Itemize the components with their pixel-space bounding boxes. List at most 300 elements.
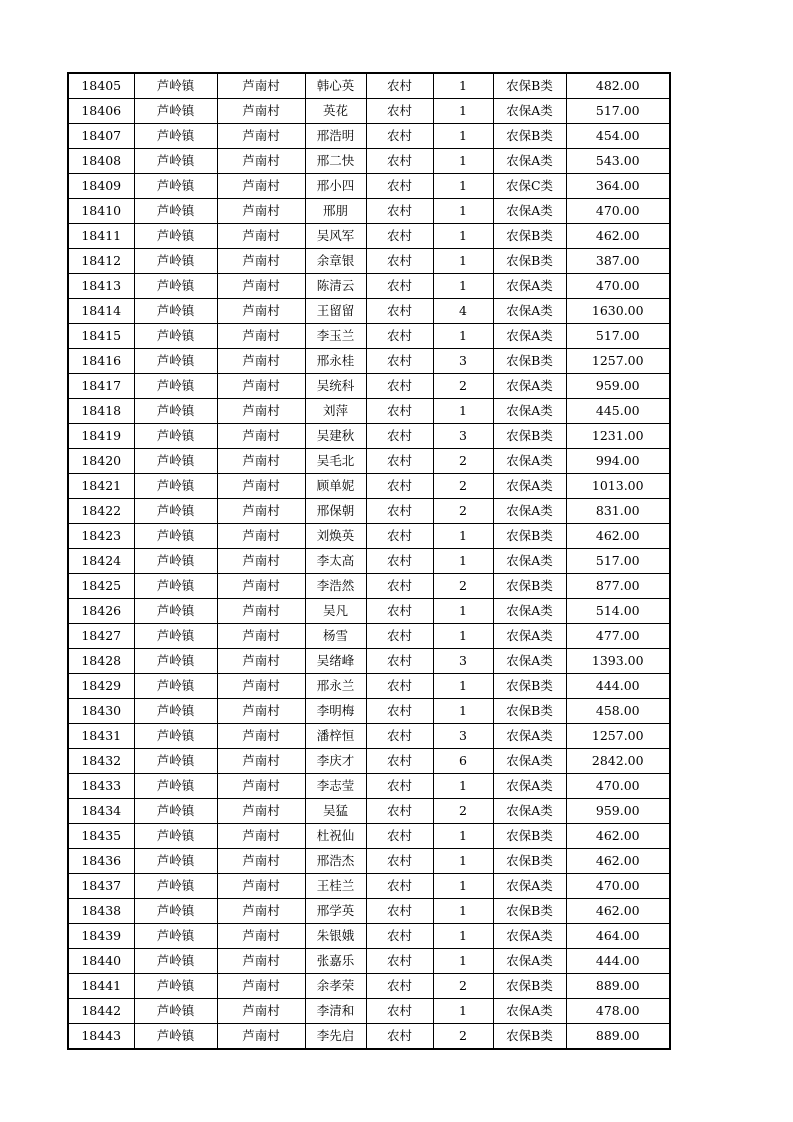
household-size-cell: 1 xyxy=(433,174,493,199)
area-type-cell: 农村 xyxy=(366,599,433,624)
name-cell: 李庆才 xyxy=(305,749,366,774)
name-cell: 吴绪峰 xyxy=(305,649,366,674)
village-cell: 芦南村 xyxy=(217,699,305,724)
area-type-cell: 农村 xyxy=(366,474,433,499)
area-type-cell: 农村 xyxy=(366,73,433,99)
row-id-cell: 18408 xyxy=(68,149,134,174)
table-row xyxy=(68,324,670,349)
insurance-class-cell: 农保B类 xyxy=(493,849,566,874)
table-row xyxy=(68,249,670,274)
insurance-class-cell: 农保B类 xyxy=(493,674,566,699)
name-cell: 朱银娥 xyxy=(305,924,366,949)
insurance-class-cell: 农保A类 xyxy=(493,374,566,399)
row-id-cell: 18437 xyxy=(68,874,134,899)
row-id-cell: 18421 xyxy=(68,474,134,499)
town-cell: 芦岭镇 xyxy=(134,549,217,574)
insurance-class-cell: 农保B类 xyxy=(493,974,566,999)
insurance-class-cell: 农保A类 xyxy=(493,649,566,674)
table-row xyxy=(68,924,670,949)
amount-cell: 462.00 xyxy=(566,224,670,249)
row-id-cell: 18433 xyxy=(68,774,134,799)
amount-cell: 889.00 xyxy=(566,1024,670,1050)
insurance-class-cell: 农保A类 xyxy=(493,199,566,224)
area-type-cell: 农村 xyxy=(366,774,433,799)
table-row xyxy=(68,174,670,199)
name-cell: 余章银 xyxy=(305,249,366,274)
table-row xyxy=(68,73,670,99)
amount-cell: 1257.00 xyxy=(566,349,670,374)
village-cell: 芦南村 xyxy=(217,149,305,174)
amount-cell: 517.00 xyxy=(566,549,670,574)
household-size-cell: 1 xyxy=(433,399,493,424)
amount-cell: 470.00 xyxy=(566,774,670,799)
insurance-class-cell: 农保B类 xyxy=(493,249,566,274)
name-cell: 邢永兰 xyxy=(305,674,366,699)
town-cell: 芦岭镇 xyxy=(134,699,217,724)
town-cell: 芦岭镇 xyxy=(134,624,217,649)
household-size-cell: 3 xyxy=(433,424,493,449)
village-cell: 芦南村 xyxy=(217,574,305,599)
row-id-cell: 18440 xyxy=(68,949,134,974)
village-cell: 芦南村 xyxy=(217,474,305,499)
village-cell: 芦南村 xyxy=(217,124,305,149)
row-id-cell: 18439 xyxy=(68,924,134,949)
town-cell: 芦岭镇 xyxy=(134,524,217,549)
household-size-cell: 3 xyxy=(433,349,493,374)
insurance-class-cell: 农保B类 xyxy=(493,73,566,99)
insurance-class-cell: 农保A类 xyxy=(493,399,566,424)
household-size-cell: 1 xyxy=(433,124,493,149)
row-id-cell: 18438 xyxy=(68,899,134,924)
household-size-cell: 1 xyxy=(433,99,493,124)
name-cell: 邢学英 xyxy=(305,899,366,924)
village-cell: 芦南村 xyxy=(217,73,305,99)
town-cell: 芦岭镇 xyxy=(134,149,217,174)
row-id-cell: 18418 xyxy=(68,399,134,424)
town-cell: 芦岭镇 xyxy=(134,349,217,374)
amount-cell: 1630.00 xyxy=(566,299,670,324)
town-cell: 芦岭镇 xyxy=(134,474,217,499)
area-type-cell: 农村 xyxy=(366,224,433,249)
table-row xyxy=(68,199,670,224)
insurance-class-cell: 农保B类 xyxy=(493,349,566,374)
table-row xyxy=(68,99,670,124)
amount-cell: 517.00 xyxy=(566,99,670,124)
town-cell: 芦岭镇 xyxy=(134,899,217,924)
village-cell: 芦南村 xyxy=(217,99,305,124)
town-cell: 芦岭镇 xyxy=(134,374,217,399)
village-cell: 芦南村 xyxy=(217,899,305,924)
table-row xyxy=(68,799,670,824)
row-id-cell: 18443 xyxy=(68,1024,134,1050)
village-cell: 芦南村 xyxy=(217,174,305,199)
village-cell: 芦南村 xyxy=(217,999,305,1024)
town-cell: 芦岭镇 xyxy=(134,999,217,1024)
name-cell: 陈清云 xyxy=(305,274,366,299)
table-row xyxy=(68,124,670,149)
insurance-class-cell: 农保A类 xyxy=(493,799,566,824)
row-id-cell: 18423 xyxy=(68,524,134,549)
town-cell: 芦岭镇 xyxy=(134,874,217,899)
amount-cell: 889.00 xyxy=(566,974,670,999)
name-cell: 邢二快 xyxy=(305,149,366,174)
household-size-cell: 1 xyxy=(433,549,493,574)
village-cell: 芦南村 xyxy=(217,749,305,774)
area-type-cell: 农村 xyxy=(366,549,433,574)
area-type-cell: 农村 xyxy=(366,299,433,324)
table-row xyxy=(68,474,670,499)
name-cell: 王留留 xyxy=(305,299,366,324)
name-cell: 邢小四 xyxy=(305,174,366,199)
household-size-cell: 1 xyxy=(433,249,493,274)
town-cell: 芦岭镇 xyxy=(134,649,217,674)
amount-cell: 1231.00 xyxy=(566,424,670,449)
amount-cell: 444.00 xyxy=(566,674,670,699)
name-cell: 王桂兰 xyxy=(305,874,366,899)
town-cell: 芦岭镇 xyxy=(134,99,217,124)
household-size-cell: 1 xyxy=(433,824,493,849)
village-cell: 芦南村 xyxy=(217,374,305,399)
amount-cell: 470.00 xyxy=(566,274,670,299)
amount-cell: 831.00 xyxy=(566,499,670,524)
name-cell: 吴风军 xyxy=(305,224,366,249)
town-cell: 芦岭镇 xyxy=(134,849,217,874)
row-id-cell: 18430 xyxy=(68,699,134,724)
name-cell: 吴统科 xyxy=(305,374,366,399)
household-size-cell: 1 xyxy=(433,73,493,99)
row-id-cell: 18414 xyxy=(68,299,134,324)
town-cell: 芦岭镇 xyxy=(134,199,217,224)
row-id-cell: 18432 xyxy=(68,749,134,774)
amount-cell: 514.00 xyxy=(566,599,670,624)
insurance-class-cell: 农保B类 xyxy=(493,224,566,249)
village-cell: 芦南村 xyxy=(217,524,305,549)
insurance-class-cell: 农保A类 xyxy=(493,474,566,499)
name-cell: 张嘉乐 xyxy=(305,949,366,974)
name-cell: 杜祝仙 xyxy=(305,824,366,849)
town-cell: 芦岭镇 xyxy=(134,749,217,774)
amount-cell: 477.00 xyxy=(566,624,670,649)
amount-cell: 470.00 xyxy=(566,874,670,899)
town-cell: 芦岭镇 xyxy=(134,324,217,349)
amount-cell: 1393.00 xyxy=(566,649,670,674)
area-type-cell: 农村 xyxy=(366,249,433,274)
amount-cell: 454.00 xyxy=(566,124,670,149)
household-size-cell: 1 xyxy=(433,674,493,699)
table-row xyxy=(68,624,670,649)
household-size-cell: 1 xyxy=(433,149,493,174)
table-row xyxy=(68,974,670,999)
amount-cell: 387.00 xyxy=(566,249,670,274)
name-cell: 刘焕英 xyxy=(305,524,366,549)
insurance-class-cell: 农保B类 xyxy=(493,824,566,849)
table-row xyxy=(68,1024,670,1050)
village-cell: 芦南村 xyxy=(217,774,305,799)
area-type-cell: 农村 xyxy=(366,649,433,674)
amount-cell: 364.00 xyxy=(566,174,670,199)
village-cell: 芦南村 xyxy=(217,649,305,674)
town-cell: 芦岭镇 xyxy=(134,299,217,324)
insurance-class-cell: 农保A类 xyxy=(493,774,566,799)
row-id-cell: 18416 xyxy=(68,349,134,374)
amount-cell: 959.00 xyxy=(566,374,670,399)
area-type-cell: 农村 xyxy=(366,749,433,774)
row-id-cell: 18441 xyxy=(68,974,134,999)
row-id-cell: 18429 xyxy=(68,674,134,699)
row-id-cell: 18427 xyxy=(68,624,134,649)
table-row xyxy=(68,874,670,899)
area-type-cell: 农村 xyxy=(366,99,433,124)
amount-cell: 517.00 xyxy=(566,324,670,349)
area-type-cell: 农村 xyxy=(366,274,433,299)
town-cell: 芦岭镇 xyxy=(134,824,217,849)
area-type-cell: 农村 xyxy=(366,699,433,724)
household-size-cell: 1 xyxy=(433,624,493,649)
household-size-cell: 1 xyxy=(433,999,493,1024)
village-cell: 芦南村 xyxy=(217,249,305,274)
name-cell: 杨雪 xyxy=(305,624,366,649)
town-cell: 芦岭镇 xyxy=(134,499,217,524)
village-cell: 芦南村 xyxy=(217,499,305,524)
table-row xyxy=(68,849,670,874)
row-id-cell: 18411 xyxy=(68,224,134,249)
village-cell: 芦南村 xyxy=(217,274,305,299)
area-type-cell: 农村 xyxy=(366,399,433,424)
amount-cell: 543.00 xyxy=(566,149,670,174)
household-size-cell: 2 xyxy=(433,974,493,999)
amount-cell: 445.00 xyxy=(566,399,670,424)
name-cell: 刘萍 xyxy=(305,399,366,424)
household-size-cell: 2 xyxy=(433,1024,493,1050)
area-type-cell: 农村 xyxy=(366,349,433,374)
insurance-class-cell: 农保A类 xyxy=(493,274,566,299)
insurance-class-cell: 农保A类 xyxy=(493,999,566,1024)
name-cell: 李清和 xyxy=(305,999,366,1024)
table-row xyxy=(68,499,670,524)
table-row xyxy=(68,399,670,424)
village-cell: 芦南村 xyxy=(217,949,305,974)
village-cell: 芦南村 xyxy=(217,224,305,249)
area-type-cell: 农村 xyxy=(366,999,433,1024)
area-type-cell: 农村 xyxy=(366,949,433,974)
name-cell: 李玉兰 xyxy=(305,324,366,349)
table-row xyxy=(68,824,670,849)
town-cell: 芦岭镇 xyxy=(134,674,217,699)
insurance-class-cell: 农保A类 xyxy=(493,149,566,174)
village-cell: 芦南村 xyxy=(217,824,305,849)
town-cell: 芦岭镇 xyxy=(134,1024,217,1050)
table-row xyxy=(68,649,670,674)
insurance-class-cell: 农保C类 xyxy=(493,174,566,199)
insurance-class-cell: 农保B类 xyxy=(493,899,566,924)
village-cell: 芦南村 xyxy=(217,349,305,374)
household-size-cell: 1 xyxy=(433,599,493,624)
household-size-cell: 4 xyxy=(433,299,493,324)
table-row xyxy=(68,999,670,1024)
insurance-class-cell: 农保A类 xyxy=(493,599,566,624)
amount-cell: 458.00 xyxy=(566,699,670,724)
household-size-cell: 1 xyxy=(433,899,493,924)
amount-cell: 2842.00 xyxy=(566,749,670,774)
row-id-cell: 18410 xyxy=(68,199,134,224)
table-row xyxy=(68,274,670,299)
table-row xyxy=(68,374,670,399)
amount-cell: 462.00 xyxy=(566,524,670,549)
insurance-class-cell: 农保A类 xyxy=(493,749,566,774)
row-id-cell: 18426 xyxy=(68,599,134,624)
amount-cell: 464.00 xyxy=(566,924,670,949)
table-row xyxy=(68,724,670,749)
name-cell: 韩心英 xyxy=(305,73,366,99)
name-cell: 李明梅 xyxy=(305,699,366,724)
insurance-class-cell: 农保A类 xyxy=(493,874,566,899)
table-row xyxy=(68,674,670,699)
row-id-cell: 18420 xyxy=(68,449,134,474)
area-type-cell: 农村 xyxy=(366,499,433,524)
village-cell: 芦南村 xyxy=(217,1024,305,1050)
row-id-cell: 18435 xyxy=(68,824,134,849)
row-id-cell: 18417 xyxy=(68,374,134,399)
row-id-cell: 18413 xyxy=(68,274,134,299)
household-size-cell: 6 xyxy=(433,749,493,774)
insurance-class-cell: 农保A类 xyxy=(493,324,566,349)
household-size-cell: 1 xyxy=(433,774,493,799)
town-cell: 芦岭镇 xyxy=(134,124,217,149)
table-row xyxy=(68,599,670,624)
village-cell: 芦南村 xyxy=(217,874,305,899)
amount-cell: 444.00 xyxy=(566,949,670,974)
name-cell: 李先启 xyxy=(305,1024,366,1050)
amount-cell: 462.00 xyxy=(566,899,670,924)
area-type-cell: 农村 xyxy=(366,374,433,399)
row-id-cell: 18424 xyxy=(68,549,134,574)
household-size-cell: 2 xyxy=(433,374,493,399)
town-cell: 芦岭镇 xyxy=(134,274,217,299)
table-row xyxy=(68,574,670,599)
table-row xyxy=(68,424,670,449)
row-id-cell: 18434 xyxy=(68,799,134,824)
name-cell: 潘梓恒 xyxy=(305,724,366,749)
area-type-cell: 农村 xyxy=(366,724,433,749)
village-cell: 芦南村 xyxy=(217,924,305,949)
name-cell: 余孝荣 xyxy=(305,974,366,999)
row-id-cell: 18419 xyxy=(68,424,134,449)
row-id-cell: 18407 xyxy=(68,124,134,149)
row-id-cell: 18415 xyxy=(68,324,134,349)
village-cell: 芦南村 xyxy=(217,674,305,699)
area-type-cell: 农村 xyxy=(366,899,433,924)
table-row xyxy=(68,949,670,974)
village-cell: 芦南村 xyxy=(217,549,305,574)
town-cell: 芦岭镇 xyxy=(134,574,217,599)
name-cell: 邢朋 xyxy=(305,199,366,224)
town-cell: 芦岭镇 xyxy=(134,599,217,624)
household-size-cell: 2 xyxy=(433,574,493,599)
table-row xyxy=(68,899,670,924)
table-row xyxy=(68,549,670,574)
household-size-cell: 2 xyxy=(433,799,493,824)
area-type-cell: 农村 xyxy=(366,974,433,999)
village-cell: 芦南村 xyxy=(217,424,305,449)
village-cell: 芦南村 xyxy=(217,724,305,749)
name-cell: 顾单妮 xyxy=(305,474,366,499)
table-row xyxy=(68,449,670,474)
household-size-cell: 2 xyxy=(433,474,493,499)
row-id-cell: 18406 xyxy=(68,99,134,124)
row-id-cell: 18436 xyxy=(68,849,134,874)
household-size-cell: 3 xyxy=(433,724,493,749)
row-id-cell: 18409 xyxy=(68,174,134,199)
insurance-class-cell: 农保A类 xyxy=(493,449,566,474)
household-size-cell: 2 xyxy=(433,449,493,474)
household-size-cell: 2 xyxy=(433,499,493,524)
name-cell: 邢保朝 xyxy=(305,499,366,524)
table-body xyxy=(68,73,670,1049)
village-cell: 芦南村 xyxy=(217,399,305,424)
row-id-cell: 18422 xyxy=(68,499,134,524)
insurance-class-cell: 农保A类 xyxy=(493,99,566,124)
village-cell: 芦南村 xyxy=(217,449,305,474)
household-size-cell: 1 xyxy=(433,874,493,899)
household-size-cell: 1 xyxy=(433,924,493,949)
town-cell: 芦岭镇 xyxy=(134,924,217,949)
town-cell: 芦岭镇 xyxy=(134,224,217,249)
area-type-cell: 农村 xyxy=(366,1024,433,1050)
area-type-cell: 农村 xyxy=(366,424,433,449)
name-cell: 吴凡 xyxy=(305,599,366,624)
town-cell: 芦岭镇 xyxy=(134,73,217,99)
area-type-cell: 农村 xyxy=(366,924,433,949)
amount-cell: 462.00 xyxy=(566,849,670,874)
amount-cell: 994.00 xyxy=(566,449,670,474)
village-cell: 芦南村 xyxy=(217,324,305,349)
area-type-cell: 农村 xyxy=(366,199,433,224)
area-type-cell: 农村 xyxy=(366,574,433,599)
town-cell: 芦岭镇 xyxy=(134,949,217,974)
area-type-cell: 农村 xyxy=(366,849,433,874)
household-size-cell: 1 xyxy=(433,199,493,224)
insurance-class-cell: 农保B类 xyxy=(493,1024,566,1050)
insurance-class-cell: 农保A类 xyxy=(493,949,566,974)
area-type-cell: 农村 xyxy=(366,449,433,474)
village-cell: 芦南村 xyxy=(217,199,305,224)
insurance-class-cell: 农保B类 xyxy=(493,574,566,599)
village-cell: 芦南村 xyxy=(217,849,305,874)
town-cell: 芦岭镇 xyxy=(134,449,217,474)
insurance-class-cell: 农保B类 xyxy=(493,524,566,549)
area-type-cell: 农村 xyxy=(366,674,433,699)
row-id-cell: 18431 xyxy=(68,724,134,749)
table-row xyxy=(68,524,670,549)
household-size-cell: 1 xyxy=(433,699,493,724)
household-size-cell: 1 xyxy=(433,949,493,974)
amount-cell: 470.00 xyxy=(566,199,670,224)
name-cell: 邢浩明 xyxy=(305,124,366,149)
row-id-cell: 18412 xyxy=(68,249,134,274)
amount-cell: 1257.00 xyxy=(566,724,670,749)
name-cell: 英花 xyxy=(305,99,366,124)
village-cell: 芦南村 xyxy=(217,799,305,824)
row-id-cell: 18425 xyxy=(68,574,134,599)
area-type-cell: 农村 xyxy=(366,174,433,199)
insurance-class-cell: 农保A类 xyxy=(493,724,566,749)
row-id-cell: 18405 xyxy=(68,73,134,99)
household-size-cell: 1 xyxy=(433,849,493,874)
area-type-cell: 农村 xyxy=(366,149,433,174)
name-cell: 邢浩杰 xyxy=(305,849,366,874)
household-size-cell: 3 xyxy=(433,649,493,674)
town-cell: 芦岭镇 xyxy=(134,724,217,749)
